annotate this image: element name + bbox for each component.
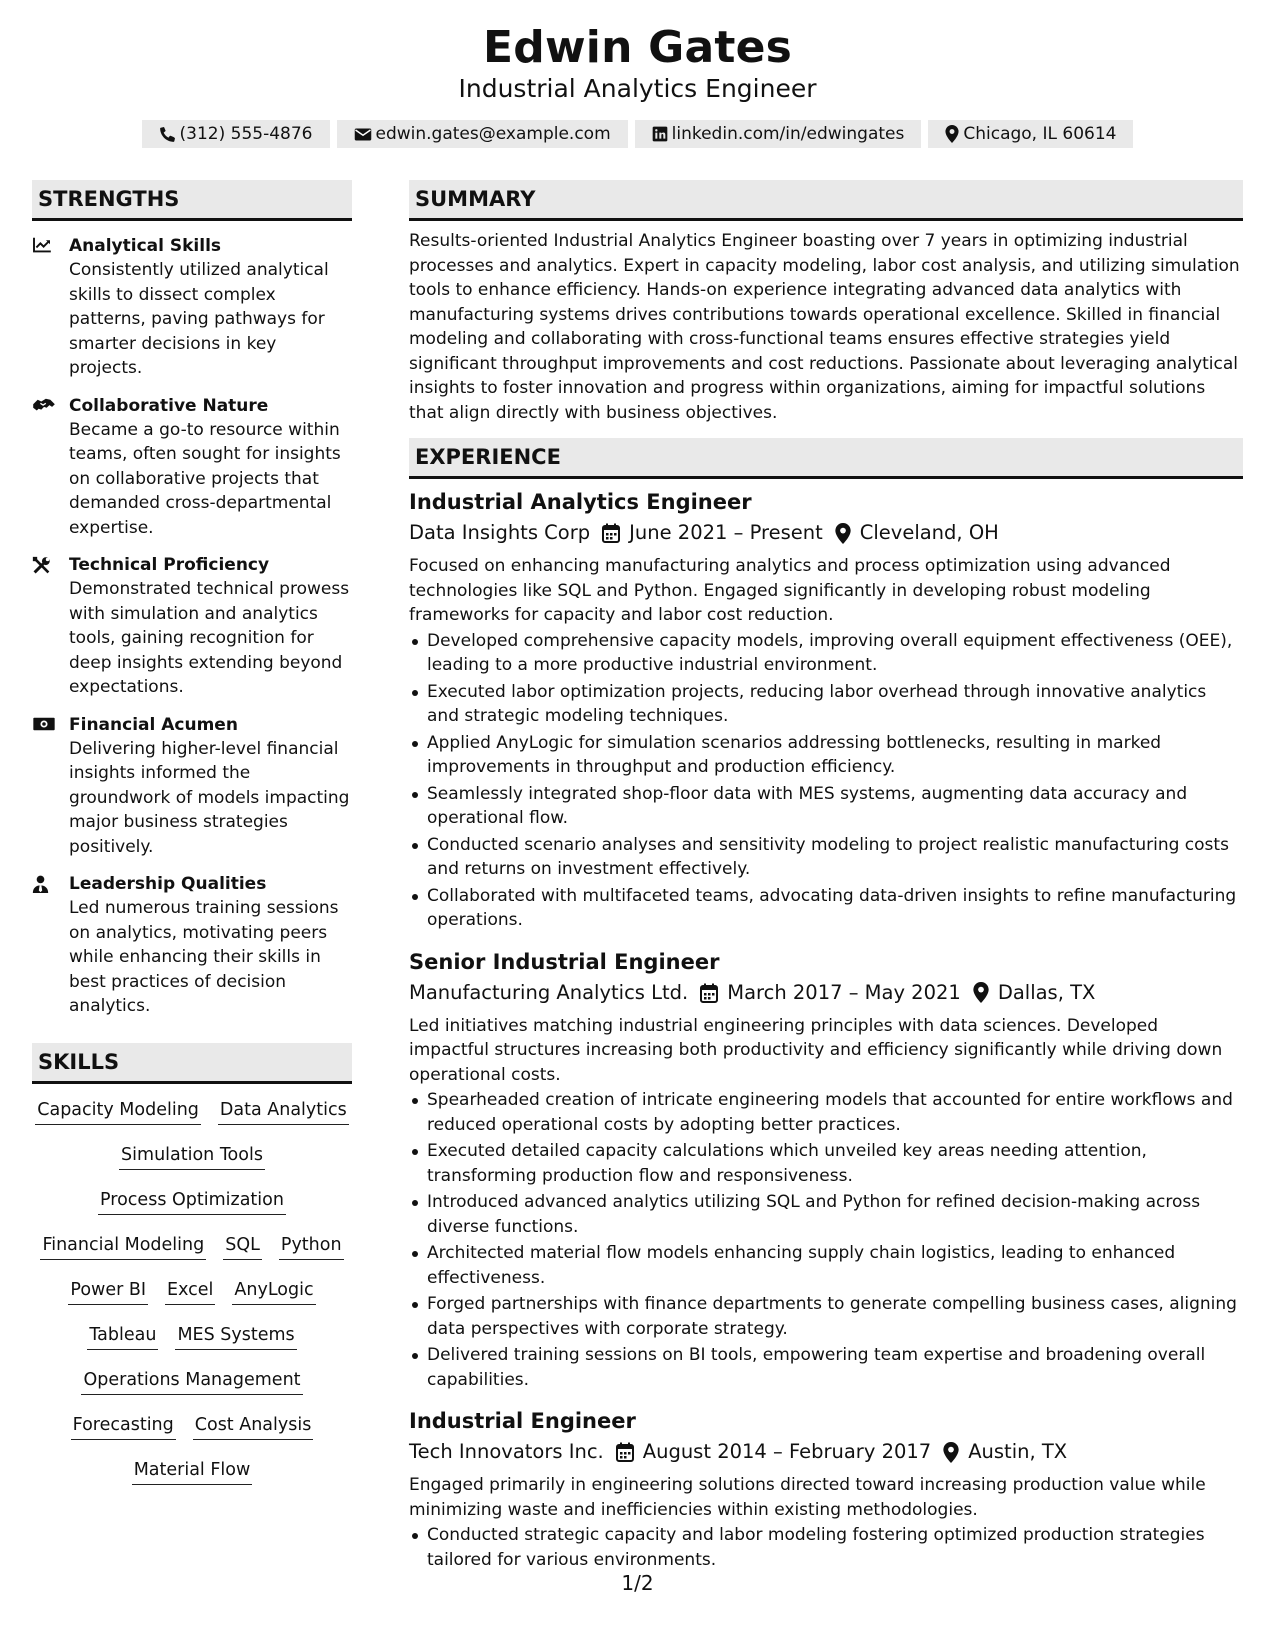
skill-row: [32, 1456, 352, 1501]
experience-list: [409, 487, 1243, 1572]
contact-location[interactable]: [928, 120, 1133, 148]
strength-item: [32, 553, 352, 700]
job-bullets: [409, 629, 1243, 933]
strength-item: [32, 394, 352, 541]
job-meta: [409, 518, 1243, 548]
job-location: Austin, TX: [968, 1440, 1068, 1463]
strength-item: [32, 872, 352, 1019]
skill-tag: Python: [279, 1233, 344, 1260]
skill-tag: AnyLogic: [232, 1278, 315, 1305]
skill-tag: Material Flow: [132, 1458, 253, 1485]
skill-tag: Excel: [165, 1278, 215, 1305]
resume-header: [0, 22, 1275, 148]
bullet-item: Spearheaded creation of intricate engineering models that accounted for entire workflows and reduced operational costs by adopting better practices.: [409, 1088, 1243, 1137]
linkedin-icon: [652, 126, 668, 142]
company-name: Tech Innovators Inc.: [409, 1440, 604, 1463]
job-meta: [409, 978, 1243, 1008]
strength-title: Collaborative Nature: [69, 395, 269, 416]
skills-heading: SKILLS: [32, 1043, 352, 1084]
job-entry: [409, 487, 1243, 933]
skill-tag: Power BI: [68, 1278, 148, 1305]
location-text: Chicago, IL 60614: [963, 124, 1117, 144]
skill-tag: Financial Modeling: [40, 1233, 206, 1260]
job-bullets: [409, 1088, 1243, 1392]
phone-icon: [159, 126, 176, 143]
bullet-item: Executed labor optimization projects, reducing labor overhead through innovative analytics and strategic modeling techniques.: [409, 680, 1243, 729]
summary-heading: SUMMARY: [409, 180, 1243, 221]
skill-tag: Capacity Modeling: [35, 1098, 201, 1125]
left-column: [32, 180, 352, 1501]
job-title: Industrial Engineer: [409, 1409, 636, 1433]
job-dates: June 2021 – Present: [629, 521, 823, 544]
chart-line-icon: [32, 234, 69, 381]
map-pin-icon: [945, 125, 959, 143]
map-pin-icon: [973, 982, 989, 1003]
calendar-icon: [616, 1442, 634, 1462]
strength-desc: Became a go-to resource within teams, often sought for insights on collaborative projects that demanded cross-departmental expertise.: [69, 419, 341, 538]
email-text: edwin.gates@example.com: [375, 124, 611, 144]
skill-row: [32, 1366, 352, 1411]
calendar-icon: [602, 523, 620, 543]
job-title: Industrial Analytics Engineer: [409, 490, 752, 514]
contact-bar: [0, 120, 1275, 148]
skill-row: [32, 1186, 352, 1231]
bullet-item: Seamlessly integrated shop-floor data with MES systems, augmenting data accuracy and operational flow.: [409, 782, 1243, 831]
job-location: Dallas, TX: [997, 980, 1096, 1004]
job-entry: [409, 947, 1243, 1393]
bullet-item: Conducted scenario analyses and sensitivity modeling to project realistic manufacturing costs and returns on investment effectively.: [409, 833, 1243, 882]
skill-tag: Forecasting: [71, 1413, 176, 1440]
skill-tag: Cost Analysis: [193, 1413, 314, 1440]
bullet-item: Conducted strategic capacity and labor modeling fostering optimized production strategies tailored for various environments.: [409, 1523, 1243, 1572]
job-dates: August 2014 – February 2017: [642, 1440, 932, 1463]
skill-tag: Process Optimization: [98, 1188, 286, 1215]
summary-text: Results-oriented Industrial Analytics Engineer boasting over 7 years in optimizing industrial processes and analytics. Expert in capacity modeling, labor cost analysis, and utilizing simulation tools to enhance efficiency. Hands-on experience integrating advanced data analytics with manufacturing systems drives contributions towards operational excellence. Skilled in financial modeling and collaborating with cross-functional teams ensures effective strategies yield significant throughput improvements and cost reductions. Passionate about leveraging analytical insights to foster innovation and progress within organizations, aiming for impactful solutions that align directly with business objectives.: [409, 231, 1240, 423]
bullet-item: Executed detailed capacity calculations which unveiled key areas needing attention, transforming production flow and responsiveness.: [409, 1139, 1243, 1188]
skill-row: [32, 1141, 352, 1186]
contact-email[interactable]: [337, 120, 628, 148]
skill-row: [32, 1096, 352, 1141]
bullet-item: Developed comprehensive capacity models, improving overall equipment effectiveness (OEE), leading to a more productive industrial environment.: [409, 629, 1243, 678]
phone-text: (312) 555-4876: [179, 124, 313, 144]
candidate-title: Industrial Analytics Engineer: [458, 74, 817, 103]
strength-title: Technical Proficiency: [69, 555, 270, 575]
strength-title: Financial Acumen: [69, 714, 238, 735]
map-pin-icon: [943, 1442, 959, 1463]
strength-title: Analytical Skills: [69, 236, 222, 256]
contact-phone[interactable]: [142, 120, 330, 148]
bullet-item: Forged partnerships with finance departments to generate compelling business cases, aligning data perspectives with corporate strategy.: [409, 1292, 1243, 1341]
strengths-heading: STRENGTHS: [32, 180, 352, 221]
right-column: [409, 180, 1243, 1574]
skill-row: [32, 1321, 352, 1366]
skill-row: [32, 1276, 352, 1321]
map-pin-icon: [835, 523, 851, 544]
strength-title: Leadership Qualities: [69, 874, 267, 894]
bullet-item: Delivered training sessions on BI tools, empowering team expertise and broadening overall capabilities.: [409, 1343, 1243, 1392]
company-name: Manufacturing Analytics Ltd.: [409, 980, 689, 1004]
strength-desc: Led numerous training sessions on analytics, motivating peers while enhancing their skills in best practices of decision analytics.: [69, 898, 339, 1016]
page-number: 1/2: [621, 1571, 654, 1595]
strength-desc: Delivering higher-level financial insights informed the groundwork of models impacting major business strategies positively.: [69, 738, 350, 857]
bullet-item: Collaborated with multifaceted teams, advocating data-driven insights to refine manufacturing operations.: [409, 884, 1243, 933]
contact-linkedin[interactable]: [635, 120, 922, 148]
user-tie-icon: [32, 872, 69, 1019]
skill-tag: MES Systems: [175, 1323, 296, 1350]
skills-list: [32, 1096, 352, 1501]
job-title: Senior Industrial Engineer: [409, 949, 720, 974]
job-description: Engaged primarily in engineering solutions directed toward increasing production value while minimizing waste and inefficiencies within existing methodologies.: [409, 1475, 1206, 1520]
calendar-icon: [700, 983, 718, 1003]
experience-heading: EXPERIENCE: [409, 438, 1243, 479]
job-description: Focused on enhancing manufacturing analytics and process optimization using advanced technologies like SQL and Python. Engaged significantly in developing robust modeling frameworks for capacity and labor cost reduction.: [409, 556, 1171, 625]
skill-tag: Operations Management: [81, 1368, 302, 1395]
bullet-item: Architected material flow models enhancing supply chain logistics, leading to enhanced effectiveness.: [409, 1241, 1243, 1290]
job-bullets: [409, 1523, 1243, 1572]
candidate-name: Edwin Gates: [483, 22, 792, 73]
money-bill-icon: [32, 713, 69, 860]
skill-tag: SQL: [223, 1233, 262, 1260]
bullet-item: Introduced advanced analytics utilizing SQL and Python for refined decision-making across diverse functions.: [409, 1190, 1243, 1239]
job-entry: [409, 1406, 1243, 1572]
envelope-icon: [354, 127, 372, 142]
job-location: Cleveland, OH: [859, 521, 999, 544]
job-meta: [409, 1437, 1243, 1467]
job-description: Led initiatives matching industrial engineering principles with data sciences. Developed impactful structures increasing both productivity and efficiency significantly while driving down operational costs.: [409, 1015, 1223, 1085]
skill-row: [32, 1411, 352, 1456]
skill-row: [32, 1231, 352, 1276]
strength-item: [32, 234, 352, 381]
strength-item: [32, 713, 352, 860]
job-dates: March 2017 – May 2021: [727, 980, 961, 1004]
company-name: Data Insights Corp: [409, 521, 591, 544]
linkedin-text: linkedin.com/in/edwingates: [671, 124, 905, 144]
tools-icon: [32, 553, 69, 700]
bullet-item: Applied AnyLogic for simulation scenarios addressing bottlenecks, resulting in marked improvements in throughput and production efficiency.: [409, 731, 1243, 780]
skill-tag: Simulation Tools: [119, 1143, 265, 1170]
skill-tag: Data Analytics: [218, 1098, 349, 1125]
strength-desc: Demonstrated technical prowess with simulation and analytics tools, gaining recognition for deep insights extending beyond expectations.: [69, 579, 350, 697]
handshake-icon: [32, 394, 69, 541]
strength-desc: Consistently utilized analytical skills to dissect complex patterns, paving pathways for smarter decisions in key projects.: [69, 260, 329, 378]
skill-tag: Tableau: [87, 1323, 158, 1350]
